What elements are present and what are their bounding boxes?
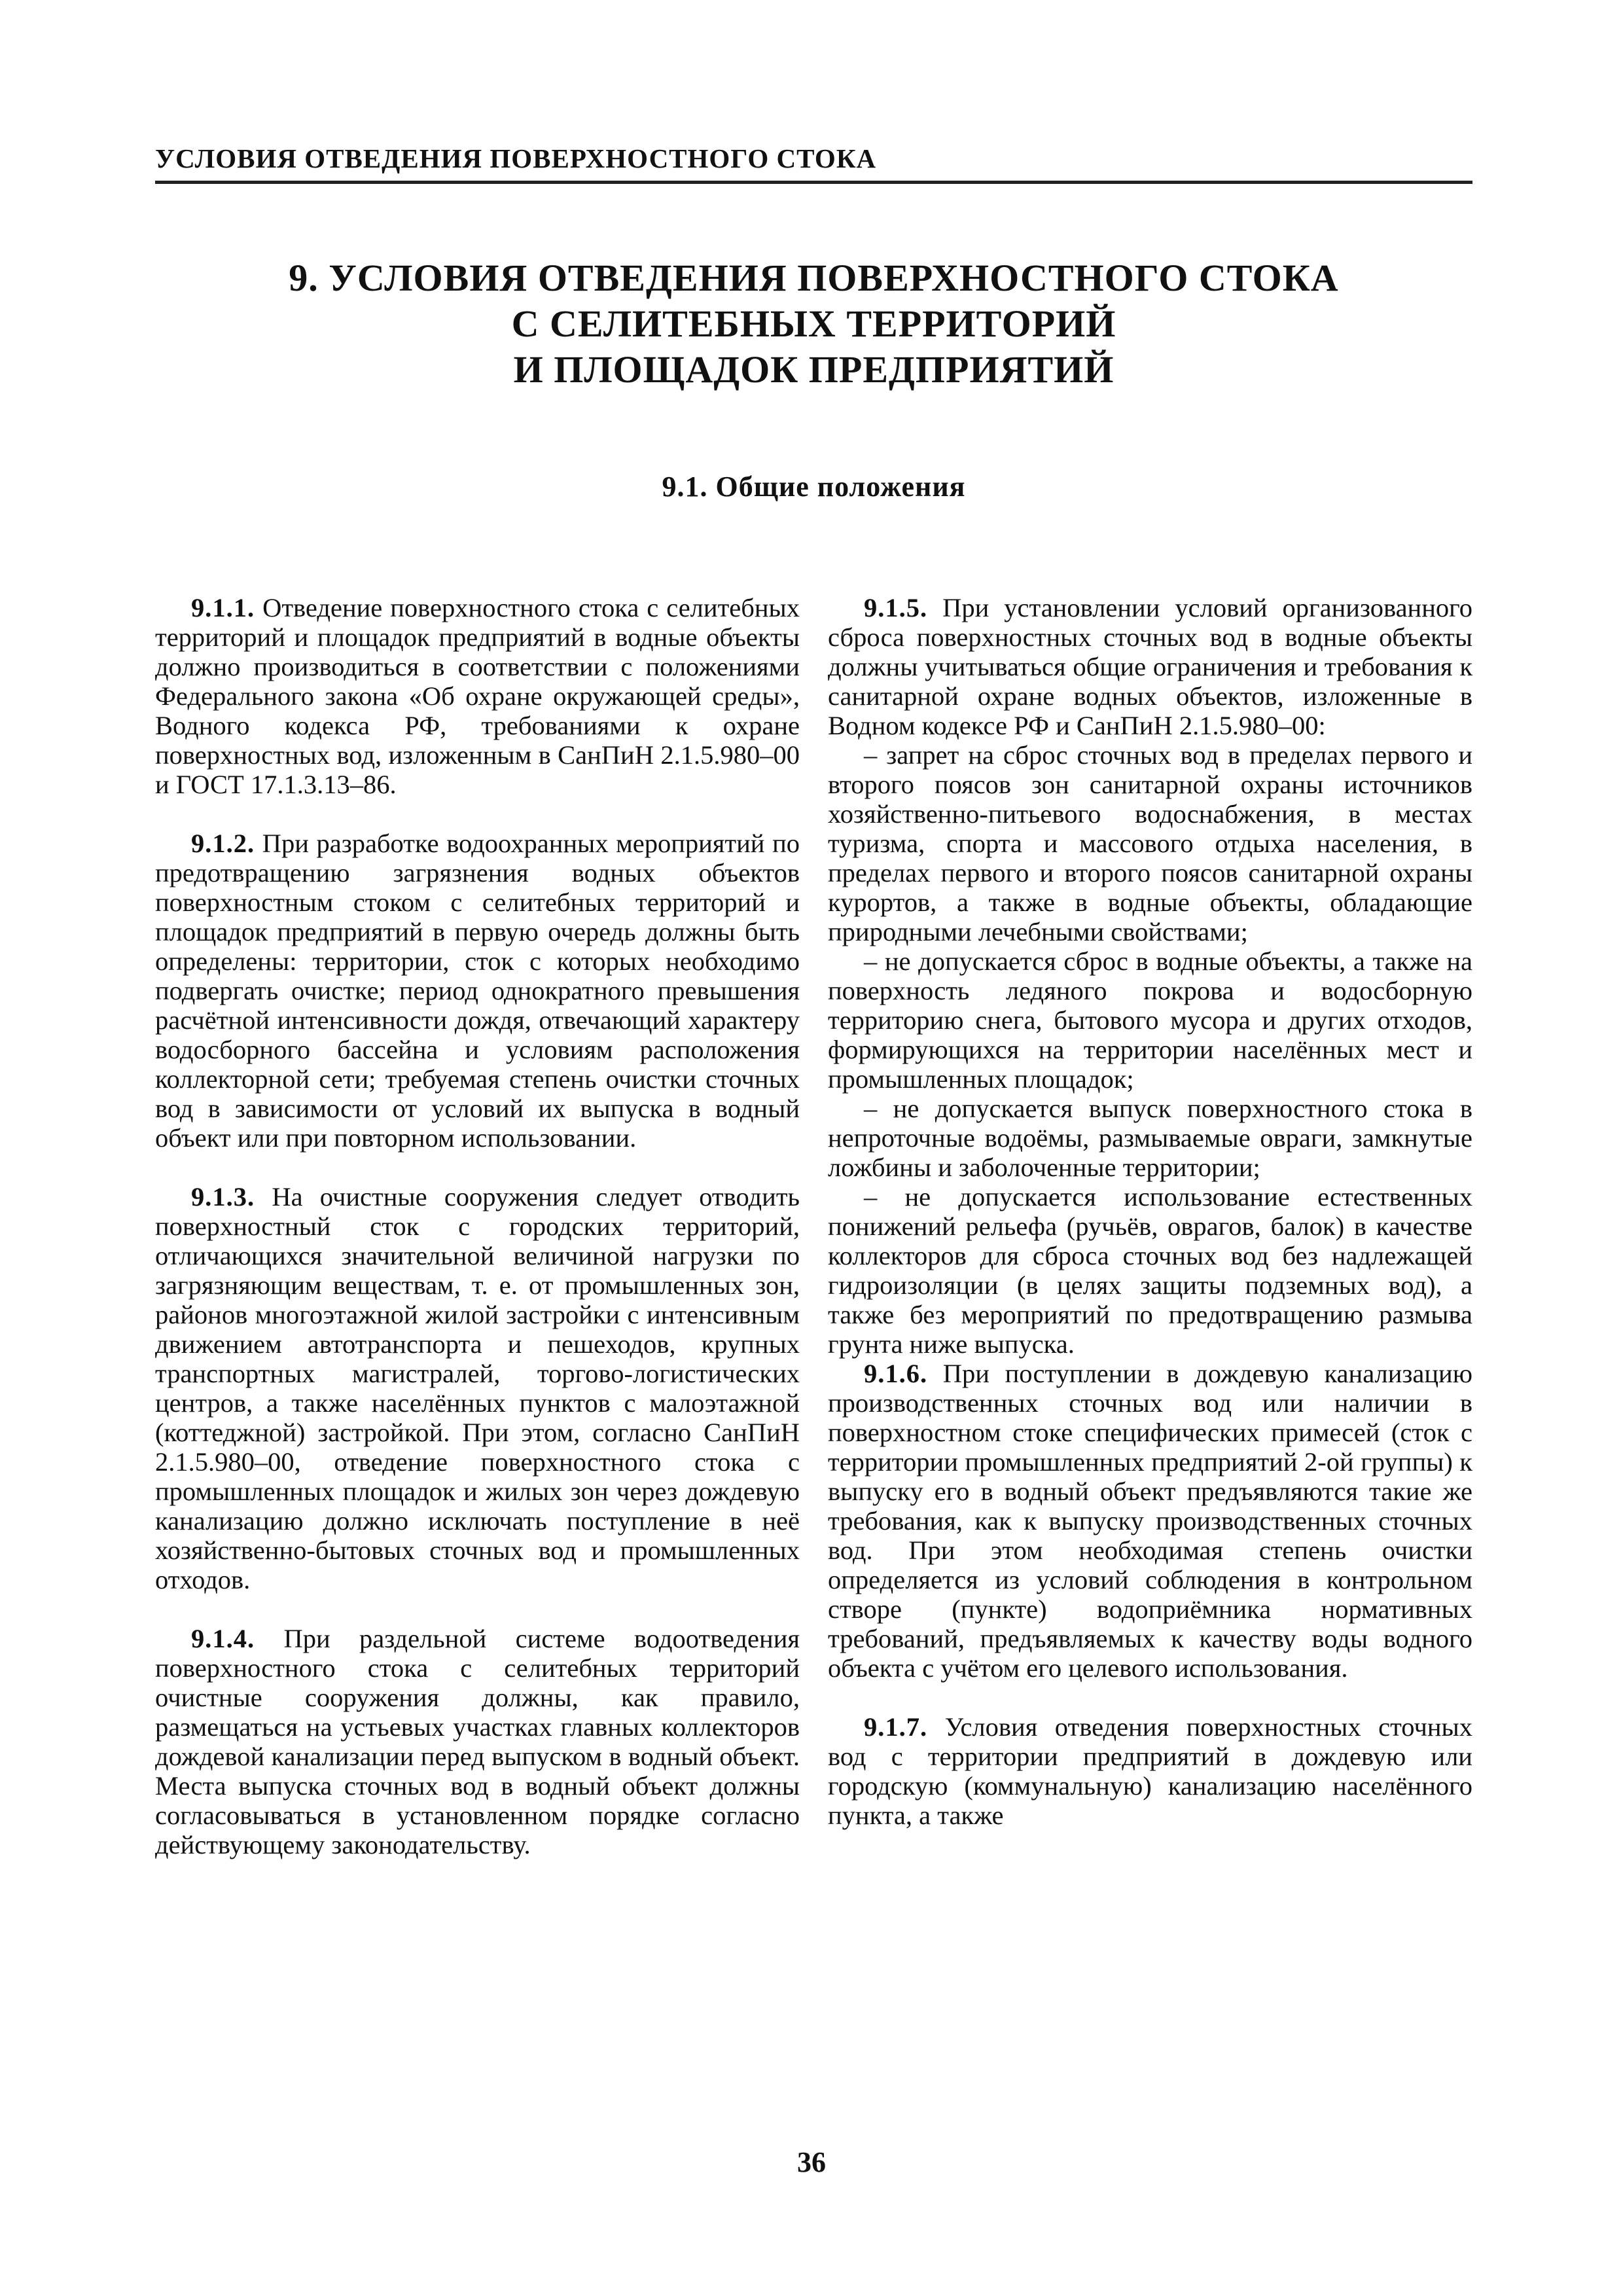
header-rule xyxy=(155,181,1472,184)
paragraph-text: Отведение поверхностного стока с селитебных территорий и площадок предприятий в водные объекты должно производиться в соответствии с положениями Федерального закона «Об охране окружающей среды», Водного кодекса РФ, требованиями к охране поверхностных вод, изложенным в СанПиН 2.1.5.980–00 и ГОСТ 17.1.3.13–86. xyxy=(155,593,800,799)
list-item: – не допускается использование естественных понижений рельефа (ручьёв, оврагов, балок) в качестве коллекторов для сброса сточных вод без надлежащей гидроизоляции (в целях защиты подземных вод), а также без мероприятий по предотвращению размыва грунта ниже выпуска. xyxy=(828,1182,1472,1359)
list-item: – не допускается сброс в водные объекты, а также на поверхность ледяного покрова и водосборную территорию снега, бытового мусора и других отходов, формирующихся на территории населённых мест и промышленных площадок; xyxy=(828,946,1472,1094)
paragraph-number: 9.1.6. xyxy=(864,1359,928,1388)
chapter-title-line: И ПЛОЩАДОК ПРЕДПРИЯТИЙ xyxy=(513,348,1115,391)
paragraph-number: 9.1.4. xyxy=(191,1624,255,1653)
paragraph-9-1-5 xyxy=(828,593,1472,740)
page-number: 36 xyxy=(797,2146,826,2178)
paragraph-number: 9.1.5. xyxy=(864,593,928,622)
list-item: – запрет на сброс сточных вод в пределах первого и второго поясов зон санитарной охраны источников хозяйственно-питьевого водоснабжения, в местах туризма, спорта и массового отдыха населения, в пределах первого и второго поясов санитарной охраны курортов, а также в водные объекты, обладающие природными лечебными свойствами; xyxy=(828,740,1472,946)
paragraph-text: Условия отведения поверхностных сточных вод с территории предприятий в дождевую или городскую (коммунальную) канализацию населённого пункта, а также xyxy=(828,1712,1472,1830)
paragraph-9-1-2 xyxy=(155,829,800,1153)
right-column xyxy=(828,593,1472,1830)
paragraph-9-1-7 xyxy=(828,1712,1472,1830)
paragraph-text: При раздельной системе водоотведения поверхностного стока с селитебных территорий очистные сооружения должны, как правило, размещаться на устьевых участках главных коллекторов дождевой канализации перед выпуском в водный объект. Места выпуска сточных вод в водный объект должны согласовываться в установленном порядке согласно действующему законодательству. xyxy=(155,1624,800,1859)
paragraph-number: 9.1.3. xyxy=(191,1182,255,1211)
paragraph-9-1-3 xyxy=(155,1182,800,1594)
chapter-title-line: С СЕЛИТЕБНЫХ ТЕРРИТОРИЙ xyxy=(511,302,1116,345)
list-item: – не допускается выпуск поверхностного стока в непроточные водоёмы, размываемые овраги, замкнутые ложбины и заболоченные территории; xyxy=(828,1094,1472,1182)
chapter-title xyxy=(155,255,1472,393)
paragraph-9-1-4 xyxy=(155,1624,800,1859)
paragraph-9-1-6 xyxy=(828,1359,1472,1683)
paragraph-text: При поступлении в дождевую канализацию производственных сточных вод или наличии в поверхностном стоке специфических примесей (сток с территории промышленных предприятий 2-ой группы) к выпуску его в водный объект предъявляются такие же требования, как к выпуску производственных сточных вод. При этом необходимая степень очистки определяется из условий соблюдения в контрольном створе (пункте) водоприёмника нормативных требований, предъявляемых к качеству воды водного объекта с учётом его целевого использования. xyxy=(828,1359,1472,1683)
paragraph-text: При установлении условий организованного сброса поверхностных сточных вод в водные объекты должны учитываться общие ограничения и требования к санитарной охране водных объектов, изложенные в Водном кодексе РФ и СанПиН 2.1.5.980–00: xyxy=(828,593,1472,740)
section-title: 9.1. Общие положения xyxy=(662,471,966,503)
paragraph-number: 9.1.1. xyxy=(191,593,255,622)
paragraph-number: 9.1.2. xyxy=(191,829,255,858)
chapter-title-line: 9. УСЛОВИЯ ОТВЕДЕНИЯ ПОВЕРХНОСТНОГО СТОКА xyxy=(289,257,1339,299)
left-column xyxy=(155,593,800,1859)
paragraph-text: На очистные сооружения следует отводить поверхностный сток с городских территорий, отличающихся значительной величиной нагрузки по загрязняющим веществам, т. е. от промышленных зон, районов многоэтажной жилой застройки с интенсивным движением автотранспорта и пешеходов, крупных транспортных магистралей, торгово-логистических центров, а также населённых пунктов с малоэтажной (коттеджной) застройкой. При этом, согласно СанПиН 2.1.5.980–00, отведение поверхностного стока с промышленных площадок и жилых зон через дождевую канализацию должно исключать поступление в неё хозяйственно-бытовых сточных вод и промышленных отходов. xyxy=(155,1182,800,1594)
running-header: УСЛОВИЯ ОТВЕДЕНИЯ ПОВЕРХНОСТНОГО СТОКА xyxy=(155,143,877,173)
paragraph-text: При разработке водоохранных мероприятий по предотвращению загрязнения водных объектов поверхностным стоком с селитебных территорий и площадок предприятий в первую очередь должны быть определены: территории, сток с которых необходимо подвергать очистке; период однократного превышения расчётной интенсивности дождя, отвечающий характеру водосборного бассейна и условиям расположения коллекторной сети; требуемая степень очистки сточных вод в зависимости от условий их выпуска в водный объект или при повторном использовании. xyxy=(155,829,800,1153)
paragraph-9-1-1 xyxy=(155,593,800,799)
paragraph-number: 9.1.7. xyxy=(864,1712,928,1742)
